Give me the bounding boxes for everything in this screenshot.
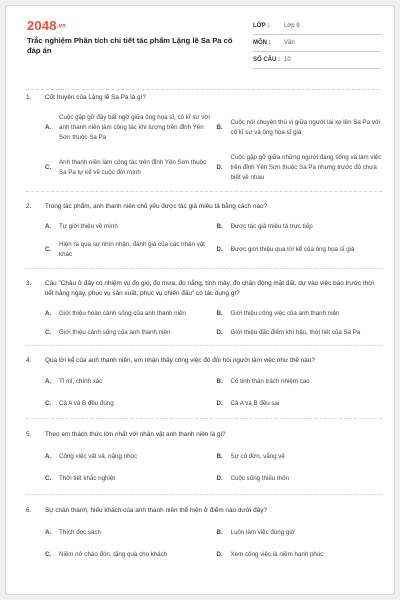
option-b[interactable] (217, 113, 383, 143)
question-text: Sự chân thành, hiếu khách của anh thanh niên thể hiện ở điểm nào dưới đây? (45, 507, 267, 514)
option-text: Được tác giả miêu tả trực tiếp (230, 223, 313, 230)
option-d[interactable] (217, 153, 383, 183)
option-b[interactable] (217, 452, 383, 462)
option-letter: C. (45, 475, 52, 482)
option-letter: D. (216, 551, 223, 558)
question-2 (26, 192, 382, 269)
option-text: Giới thiệu hoàn cảnh sống của anh thanh niên (59, 310, 186, 317)
question-text: Cốt truyện của Lặng lẽ Sa Pa là gì? (45, 94, 146, 101)
option-text: Niềm nở chào đón, tặng quà cho khách (59, 551, 168, 558)
meta-label: SỐ CÂU : (253, 57, 280, 63)
meta-row-count (253, 52, 381, 69)
option-a[interactable] (45, 113, 211, 143)
option-d[interactable] (217, 240, 383, 260)
option-letter: D. (216, 475, 223, 482)
option-text: Giới thiệu đặc điểm khí hậu, thời tiết của Sa Pa (230, 329, 361, 336)
question-number: 2. (26, 203, 32, 210)
option-d[interactable] (217, 328, 383, 338)
option-text: Giới thiệu cảnh sống của anh thanh niên (59, 329, 171, 336)
meta-value: 10 (284, 57, 291, 63)
question-number: 5. (26, 431, 32, 438)
option-b[interactable] (217, 222, 383, 232)
option-letter: B. (216, 310, 223, 317)
option-letter: B. (216, 378, 223, 385)
question-text: Theo em thách thức lớn nhất với nhân vật anh thanh niên là gì? (45, 431, 226, 438)
option-a[interactable] (45, 528, 211, 538)
option-d[interactable] (217, 474, 383, 484)
question-list (6, 92, 395, 560)
option-c[interactable] (45, 240, 211, 260)
option-a[interactable] (45, 222, 211, 232)
option-letter: A. (45, 378, 52, 385)
option-letter: B. (216, 223, 223, 230)
question-4 (26, 346, 382, 419)
quiz-meta (253, 18, 381, 69)
question-6 (26, 495, 382, 560)
option-letter: A. (45, 223, 52, 230)
option-b[interactable] (217, 528, 383, 538)
option-a[interactable] (45, 377, 211, 387)
option-letter: C. (45, 551, 52, 558)
option-letter: C. (45, 400, 52, 407)
option-letter: D. (216, 246, 223, 253)
option-a[interactable] (45, 309, 211, 319)
option-text: Xem công việc là niềm hạnh phúc (230, 551, 324, 558)
option-c[interactable] (45, 153, 211, 183)
question-number: 1. (26, 94, 32, 101)
option-text: Luôn làm việc đúng giờ (230, 529, 295, 536)
question-number: 4. (26, 357, 32, 364)
option-text: Tỉ mỉ, chính xác (59, 378, 103, 385)
option-letter: B. (216, 453, 223, 460)
header-divider (26, 89, 380, 90)
option-text: Thời tiết khắc nghiệt (59, 475, 115, 482)
option-a[interactable] (45, 452, 211, 462)
option-letter: A. (45, 124, 52, 131)
option-b[interactable] (217, 309, 383, 319)
option-text: Cuộc gặp gỡ đầy bất ngờ giữa ông họa sĩ, cô kĩ sư với anh thanh niên làm công tác khí tượng trên đỉnh Yên Sơn thuộc Sa Pa (59, 114, 210, 141)
quiz-page (5, 5, 395, 595)
option-d[interactable] (217, 399, 383, 409)
option-text: Thích đọc sách (59, 529, 101, 536)
option-text: Cả A và B đều đúng (59, 400, 114, 407)
meta-label: MÔN : (253, 40, 271, 46)
meta-row-subject (253, 35, 381, 52)
question-1 (26, 92, 382, 192)
option-text: Cuộc gặp gỡ giữa những người đang sống và làm việc trên đỉnh Yên Sơn thuộc Sa Pa nhưng trước đó chưa biết về nhau (230, 154, 382, 181)
option-text: Công việc vất vả, nặng nhọc (59, 453, 138, 460)
option-c[interactable] (45, 550, 211, 560)
question-number: 6. (26, 507, 32, 514)
option-text: Cuộc sống thiếu thốn (230, 475, 289, 482)
option-text: Cả A và B đều sai (230, 400, 280, 407)
site-logo[interactable] (27, 18, 66, 33)
option-letter: C. (45, 329, 52, 336)
option-text: Cuộc nói chuyện thú vị giữa người lái xe lên Sa Pa với cô kĩ sư và ông họa sĩ già (230, 119, 381, 136)
question-5 (26, 419, 382, 495)
question-text: Qua lời kể của anh thanh niên, em nhận thấy công việc đó đòi hỏi người làm việc như thế nào? (45, 357, 315, 364)
question-text: Trong tác phẩm, anh thanh niên chủ yếu được tác giả miêu tả bằng cách nào? (45, 203, 268, 210)
meta-value: Văn (284, 40, 295, 46)
option-letter: B. (216, 124, 223, 131)
option-text: Anh thanh niên làm công tác trên đỉnh Yên Sơn thuộc Sa Pa tự kể về cuộc đời mình (59, 159, 207, 176)
question-number: 3. (26, 280, 32, 287)
page-header (6, 6, 394, 86)
option-text: Hiện ra qua sự nhìn nhận, đánh giá của các nhân vật khác (59, 241, 205, 258)
option-c[interactable] (45, 474, 211, 484)
option-letter: A. (45, 529, 52, 536)
option-letter: C. (45, 164, 52, 171)
option-letter: A. (45, 453, 52, 460)
meta-label: LỚP : (253, 23, 270, 29)
option-text: Giới thiệu công việc của anh thanh niên (230, 310, 340, 317)
option-text: Sự cô đơn, vắng vẻ (230, 453, 285, 460)
logo-text: 2048 (27, 18, 57, 33)
option-letter: B. (216, 529, 223, 536)
option-text: Tự giới thiệu về mình (59, 223, 118, 230)
question-3 (26, 269, 382, 346)
meta-row-class (253, 18, 381, 35)
meta-value: Lớp 9 (284, 23, 300, 29)
option-c[interactable] (45, 328, 211, 338)
option-letter: A. (45, 310, 52, 317)
option-d[interactable] (217, 550, 383, 560)
option-letter: D. (216, 400, 223, 407)
option-letter: D. (216, 329, 223, 336)
option-b[interactable] (217, 377, 383, 387)
page-title: Trắc nghiệm Phân tích chi tiết tác phẩm Lặng lẽ Sa Pa có đáp án (27, 36, 233, 55)
option-c[interactable] (45, 399, 211, 409)
option-letter: D. (216, 164, 223, 171)
option-text: Có tinh thần trách nhiệm cao (230, 378, 310, 385)
option-letter: C. (45, 246, 52, 253)
question-text: Câu "Châu ở đây có nhiệm vụ đo gió, đo mưa, đo nắng, tính mây, đo chấn động mặt đất, dự vào việc báo trước thời tiết hằng ngày, phục vụ sản xuất, phục vụ chiến đấu" có tác dụng gì? (45, 280, 374, 297)
logo-tld: .vn (56, 23, 67, 30)
option-text: Được giới thiệu qua lời kể của ông họa sĩ già (230, 246, 355, 253)
